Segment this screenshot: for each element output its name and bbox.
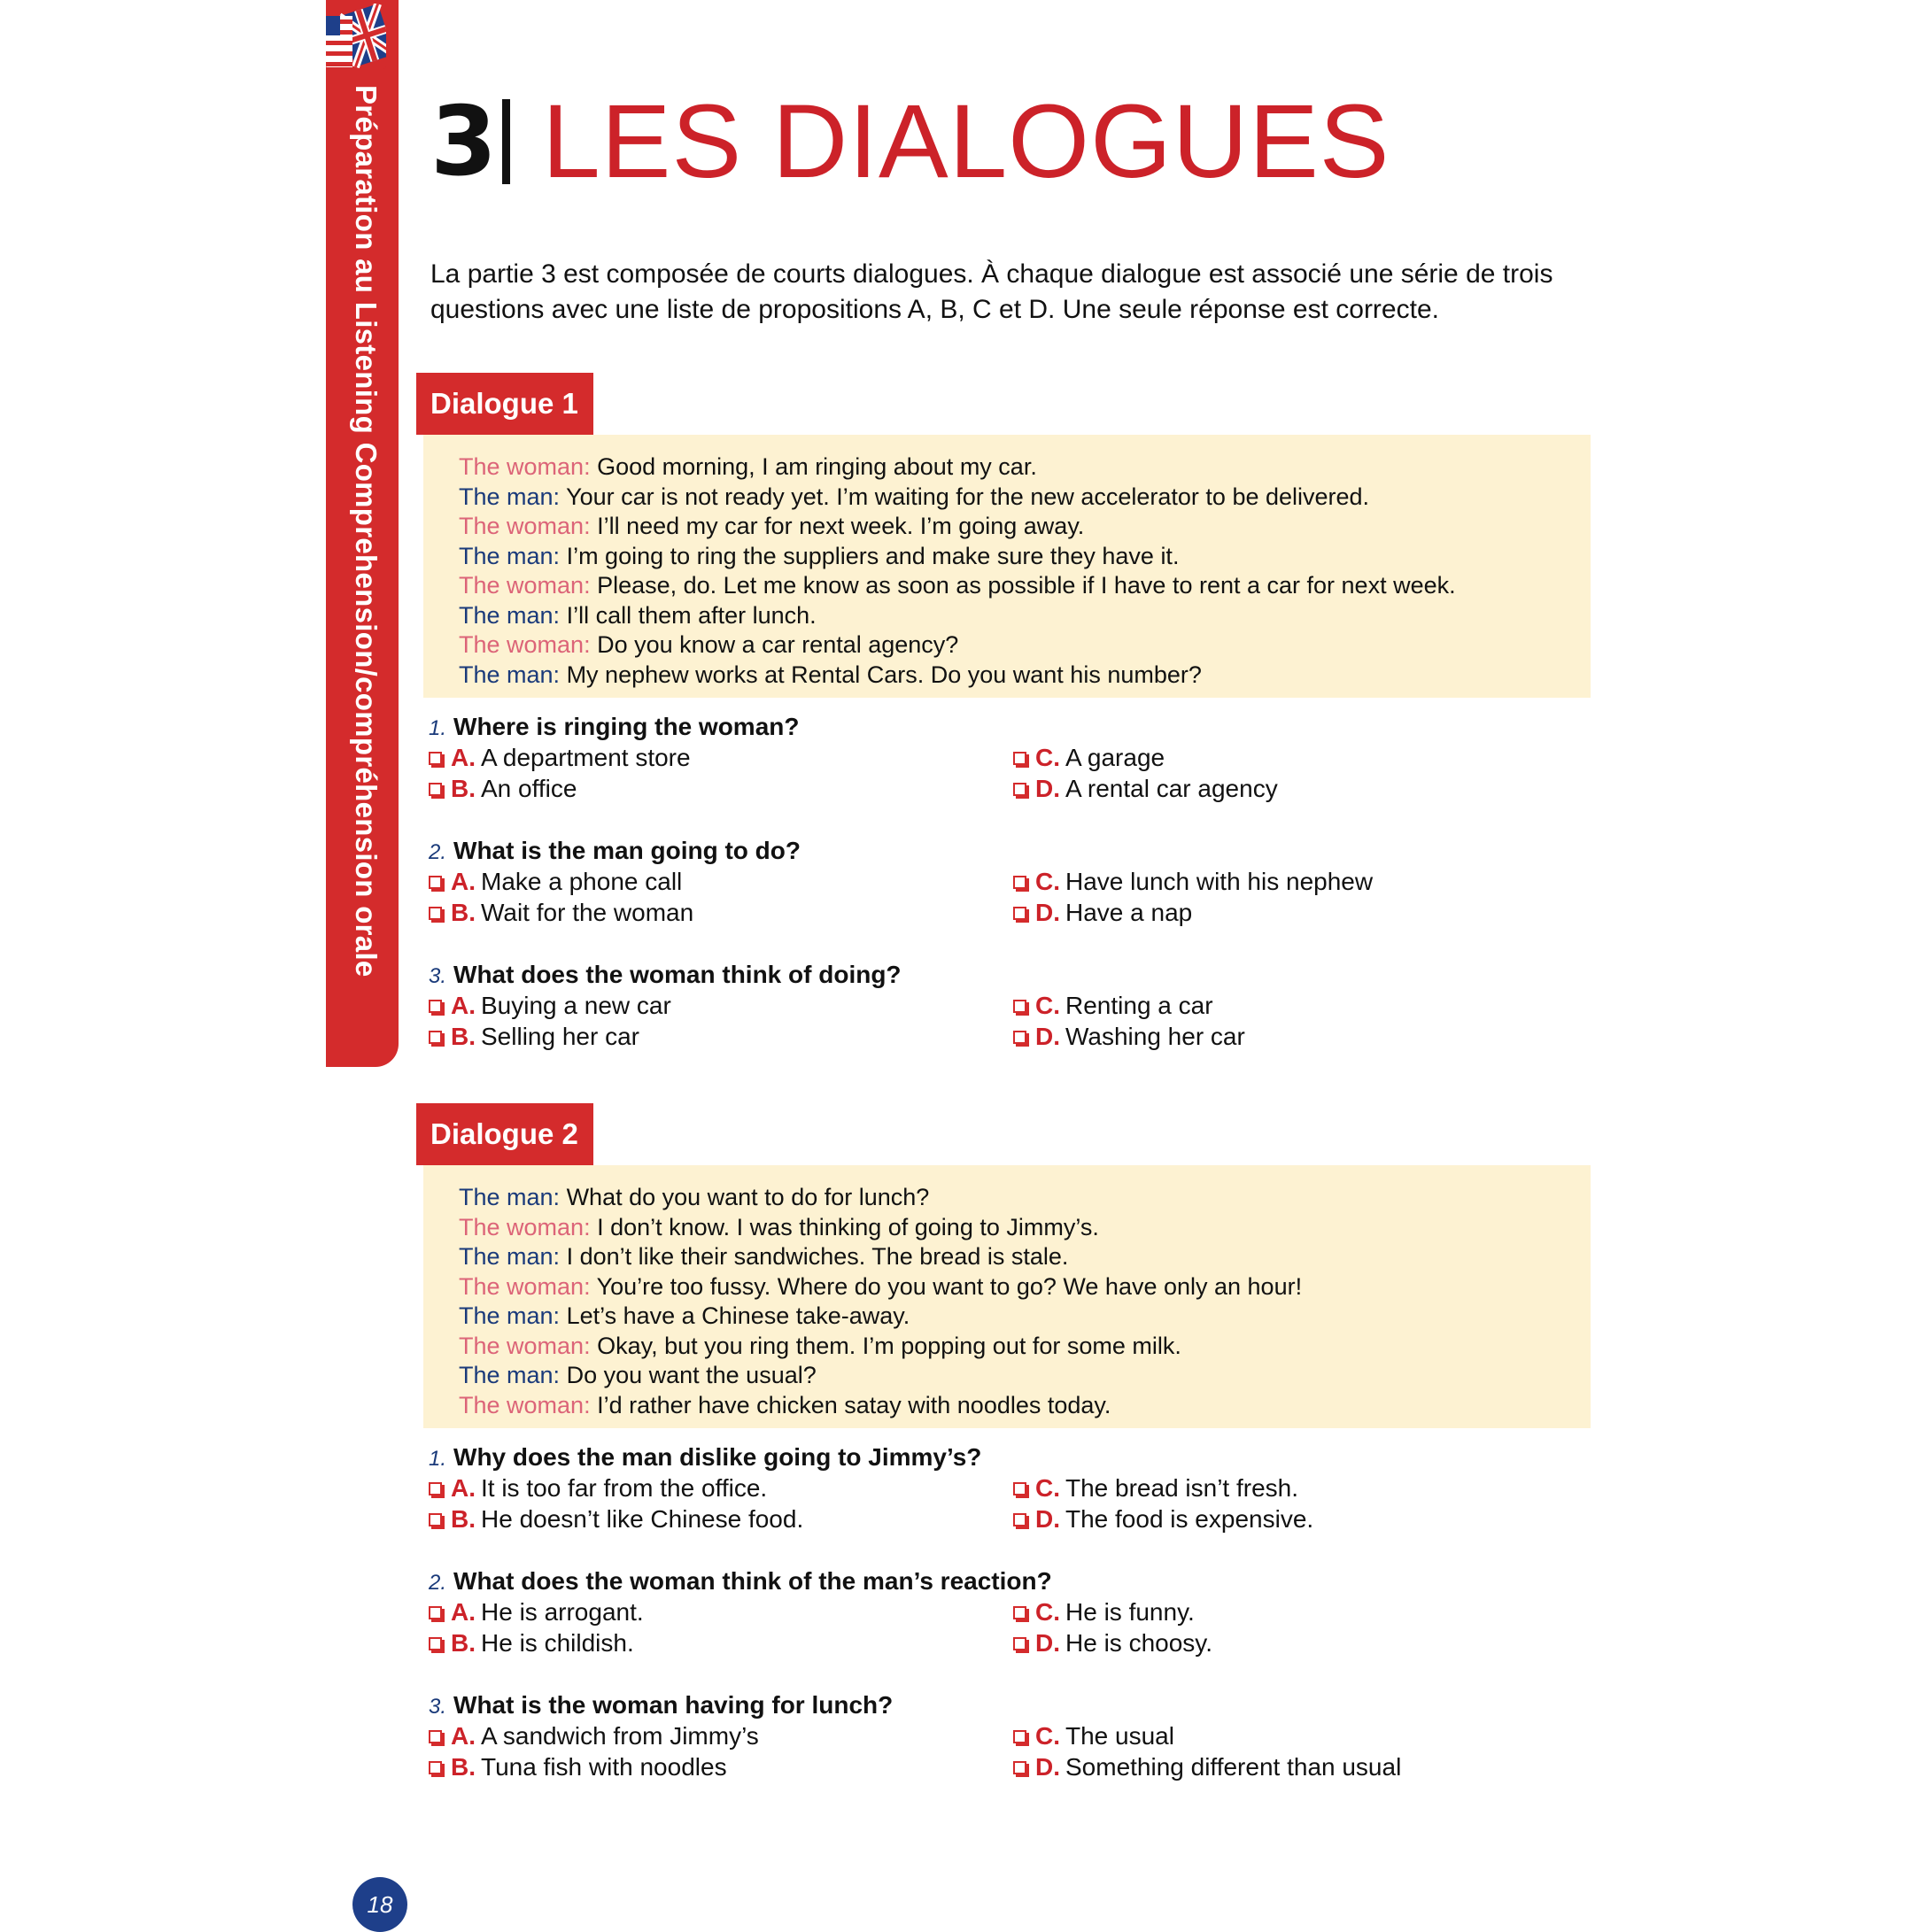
- section-title: LES DIALOGUES: [542, 83, 1390, 200]
- answer-option[interactable]: [1013, 990, 1213, 1021]
- question: [429, 1565, 1580, 1658]
- answer-option[interactable]: [1013, 1751, 1401, 1782]
- checkbox-icon[interactable]: [429, 1031, 442, 1044]
- dialogue-line: [459, 1361, 1591, 1391]
- checkbox-icon[interactable]: [1013, 1482, 1026, 1495]
- dialogue-text: I’d rather have chicken satay with noodles today.: [590, 1391, 1111, 1418]
- checkbox-icon[interactable]: [1013, 1606, 1026, 1619]
- dialogue-2-label: Dialogue 2: [416, 1103, 593, 1165]
- question-title: [429, 1689, 1580, 1720]
- intro-line: questions avec une liste de propositions A, B, C et D. Une seule réponse est correcte.: [430, 295, 1439, 324]
- option-letter: D.: [1035, 775, 1060, 802]
- option-text: The usual: [1065, 1722, 1174, 1750]
- dialogue-line: [459, 1272, 1591, 1302]
- speaker-label: The woman:: [459, 453, 591, 480]
- page-title: [430, 84, 1390, 199]
- option-text: Have lunch with his nephew: [1065, 868, 1374, 895]
- answer-option[interactable]: [429, 1720, 759, 1751]
- question: [429, 711, 1580, 804]
- answer-option[interactable]: [429, 1596, 644, 1627]
- question-title: [429, 711, 1580, 742]
- answer-option[interactable]: [429, 866, 682, 897]
- option-text: Wait for the woman: [481, 899, 694, 926]
- speaker-label: The man:: [459, 1362, 561, 1388]
- speaker-label: The man:: [459, 1184, 561, 1210]
- checkbox-icon[interactable]: [1013, 1637, 1026, 1650]
- option-text: A sandwich from Jimmy’s: [481, 1722, 759, 1750]
- dialogue-text: I don’t like their sandwiches. The bread is stale.: [560, 1243, 1069, 1270]
- option-letter: A.: [451, 1474, 476, 1502]
- question-number: 3.: [429, 1695, 447, 1719]
- checkbox-icon[interactable]: [429, 1606, 442, 1619]
- dialogue-line: [459, 1242, 1591, 1272]
- checkbox-icon[interactable]: [429, 783, 442, 796]
- dialogue-text: Do you want the usual?: [560, 1362, 817, 1388]
- speaker-label: The woman:: [459, 1391, 591, 1418]
- answer-option[interactable]: [429, 773, 577, 804]
- option-letter: A.: [451, 1598, 476, 1626]
- speaker-label: The woman:: [459, 572, 591, 599]
- answer-options: [429, 1472, 1580, 1534]
- answer-option[interactable]: [1013, 1021, 1245, 1052]
- speaker-label: The man:: [459, 1302, 561, 1329]
- checkbox-icon[interactable]: [1013, 752, 1026, 765]
- checkbox-icon[interactable]: [429, 1761, 442, 1774]
- speaker-label: The woman:: [459, 513, 591, 539]
- option-letter: C.: [1035, 1722, 1060, 1750]
- speaker-label: The man:: [459, 661, 561, 688]
- dialogue-text: Okay, but you ring them. I’m popping out for some milk.: [590, 1332, 1181, 1359]
- question-title: [429, 835, 1580, 866]
- page-number: 18: [352, 1877, 407, 1932]
- question-text: Where is ringing the woman?: [453, 713, 800, 740]
- option-text: Renting a car: [1065, 992, 1213, 1019]
- question-number: 2.: [429, 840, 447, 864]
- option-text: Make a phone call: [481, 868, 683, 895]
- dialogue-text: Do you know a car rental agency?: [590, 631, 959, 658]
- dialogue-text: I’m going to ring the suppliers and make sure they have it.: [560, 542, 1180, 569]
- answer-option[interactable]: [429, 1503, 803, 1534]
- dialogue-text: You’re too fussy. Where do you want to go? We have only an hour!: [590, 1272, 1303, 1300]
- checkbox-icon[interactable]: [429, 1730, 442, 1743]
- dialogue-line: [459, 661, 1591, 691]
- dialogue-line: [459, 1183, 1591, 1213]
- answer-option[interactable]: [429, 1751, 727, 1782]
- dialogue-text: I’ll need my car for next week. I’m going away.: [590, 513, 1085, 539]
- dialogue-1-label: Dialogue 1: [416, 373, 593, 435]
- checkbox-icon[interactable]: [1013, 876, 1026, 889]
- checkbox-icon[interactable]: [1013, 1730, 1026, 1743]
- dialogue-text: I’ll call them after lunch.: [560, 601, 817, 629]
- answer-option[interactable]: [1013, 1627, 1212, 1658]
- question-number: 1.: [429, 1447, 447, 1471]
- option-text: He is childish.: [481, 1629, 634, 1657]
- checkbox-icon[interactable]: [1013, 1031, 1026, 1044]
- answer-options: [429, 990, 1580, 1052]
- option-letter: A.: [451, 1722, 476, 1750]
- checkbox-icon[interactable]: [1013, 1513, 1026, 1526]
- answer-option[interactable]: [429, 1472, 767, 1503]
- answer-option[interactable]: [429, 990, 671, 1021]
- dialogue-line: [459, 542, 1591, 572]
- question-title: [429, 959, 1580, 990]
- answer-option[interactable]: [429, 1627, 634, 1658]
- checkbox-icon[interactable]: [1013, 907, 1026, 920]
- question-text: Why does the man dislike going to Jimmy’s?: [453, 1443, 982, 1471]
- question-title: [429, 1565, 1580, 1596]
- option-letter: B.: [451, 1505, 476, 1533]
- speaker-label: The man:: [459, 542, 561, 569]
- option-text: He is choosy.: [1065, 1629, 1212, 1657]
- checkbox-icon[interactable]: [1013, 1000, 1026, 1013]
- us-uk-flag-icon: [326, 4, 386, 69]
- checkbox-icon[interactable]: [429, 1637, 442, 1650]
- question: [429, 1689, 1580, 1782]
- answer-option[interactable]: [429, 1021, 639, 1052]
- answer-option[interactable]: [1013, 1596, 1195, 1627]
- checkbox-icon[interactable]: [429, 1513, 442, 1526]
- option-text: Tuna fish with noodles: [481, 1753, 727, 1781]
- question-text: What does the woman think of the man’s reaction?: [453, 1567, 1052, 1595]
- speaker-label: The woman:: [459, 1213, 591, 1240]
- answer-options: [429, 742, 1580, 804]
- checkbox-icon[interactable]: [429, 907, 442, 920]
- checkbox-icon[interactable]: [1013, 783, 1026, 796]
- option-letter: A.: [451, 868, 476, 895]
- question-title: [429, 1441, 1580, 1472]
- answer-option[interactable]: [1013, 773, 1278, 804]
- option-text: Washing her car: [1065, 1023, 1245, 1050]
- option-letter: D.: [1035, 1023, 1060, 1050]
- speaker-label: The man:: [459, 483, 561, 510]
- intro-line: La partie 3 est composée de courts dialogues. À chaque dialogue est associé une série de trois: [430, 259, 1553, 289]
- dialogue-text: I don’t know. I was thinking of going to Jimmy’s.: [590, 1213, 1099, 1240]
- option-letter: D.: [1035, 1629, 1060, 1657]
- dialogue-text: Your car is not ready yet. I’m waiting for the new accelerator to be delivered.: [560, 483, 1370, 510]
- option-letter: B.: [451, 899, 476, 926]
- option-letter: C.: [1035, 744, 1060, 771]
- dialogue-line: [459, 1391, 1591, 1421]
- option-letter: A.: [451, 992, 476, 1019]
- option-letter: C.: [1035, 868, 1060, 895]
- dialogue-line: [459, 1302, 1591, 1332]
- dialogue-line: [459, 1332, 1591, 1362]
- dialogue-1-transcript: [423, 435, 1591, 698]
- option-text: The bread isn’t fresh.: [1065, 1474, 1299, 1502]
- option-letter: D.: [1035, 1505, 1060, 1533]
- answer-option[interactable]: [1013, 866, 1373, 897]
- option-letter: B.: [451, 775, 476, 802]
- option-text: A rental car agency: [1065, 775, 1278, 802]
- question-text: What does the woman think of doing?: [453, 961, 902, 988]
- answer-option[interactable]: [1013, 1720, 1174, 1751]
- answer-option[interactable]: [429, 742, 691, 773]
- speaker-label: The woman:: [459, 1272, 591, 1300]
- dialogue-line: [459, 630, 1591, 661]
- speaker-label: The man:: [459, 1243, 561, 1270]
- option-text: He is funny.: [1065, 1598, 1195, 1626]
- intro-paragraph: [430, 257, 1599, 328]
- checkbox-icon[interactable]: [429, 1000, 442, 1013]
- speaker-label: The woman:: [459, 631, 591, 658]
- option-letter: B.: [451, 1629, 476, 1657]
- dialogue-text: Let’s have a Chinese take-away.: [560, 1302, 910, 1329]
- question: [429, 835, 1580, 928]
- option-letter: D.: [1035, 1753, 1060, 1781]
- option-letter: A.: [451, 744, 476, 771]
- option-text: Something different than usual: [1065, 1753, 1402, 1781]
- question-text: What is the man going to do?: [453, 837, 801, 864]
- dialogue-text: My nephew works at Rental Cars. Do you want his number?: [560, 661, 1202, 688]
- speaker-label: The woman:: [459, 1332, 591, 1359]
- dialogue-line: [459, 452, 1591, 483]
- question-number: 1.: [429, 716, 447, 740]
- option-letter: C.: [1035, 1598, 1060, 1626]
- checkbox-icon[interactable]: [429, 876, 442, 889]
- dialogue-line: [459, 571, 1591, 601]
- dialogue-text: Please, do. Let me know as soon as possible if I have to rent a car for next week.: [590, 572, 1456, 599]
- option-text: A department store: [481, 744, 691, 771]
- option-letter: B.: [451, 1023, 476, 1050]
- dialogue-text: Good morning, I am ringing about my car.: [590, 453, 1037, 480]
- option-letter: C.: [1035, 992, 1060, 1019]
- option-letter: D.: [1035, 899, 1060, 926]
- speaker-label: The man:: [459, 601, 561, 629]
- option-letter: C.: [1035, 1474, 1060, 1502]
- checkbox-icon[interactable]: [1013, 1761, 1026, 1774]
- sidebar-section-title: Préparation au Listening Comprehension/compréhension orale: [350, 85, 383, 978]
- answer-option[interactable]: [1013, 1503, 1313, 1534]
- option-letter: B.: [451, 1753, 476, 1781]
- section-number: 3: [430, 86, 494, 197]
- option-text: He is arrogant.: [481, 1598, 644, 1626]
- option-text: Buying a new car: [481, 992, 671, 1019]
- option-text: It is too far from the office.: [481, 1474, 768, 1502]
- option-text: Selling her car: [481, 1023, 639, 1050]
- option-text: A garage: [1065, 744, 1165, 771]
- dialogue-text: What do you want to do for lunch?: [560, 1184, 930, 1210]
- checkbox-icon[interactable]: [429, 1482, 442, 1495]
- question: [429, 1441, 1580, 1534]
- dialogue-line: [459, 512, 1591, 542]
- answer-option[interactable]: [1013, 1472, 1298, 1503]
- option-text: He doesn’t like Chinese food.: [481, 1505, 804, 1533]
- dialogue-2-transcript: [423, 1165, 1591, 1428]
- dialogue-line: [459, 1213, 1591, 1243]
- option-text: An office: [481, 775, 577, 802]
- question-number: 2.: [429, 1571, 447, 1595]
- title-divider: [502, 99, 510, 184]
- answer-options: [429, 1720, 1580, 1782]
- option-text: The food is expensive.: [1065, 1505, 1314, 1533]
- answer-option[interactable]: [1013, 897, 1192, 928]
- answer-options: [429, 1596, 1580, 1658]
- dialogue-line: [459, 483, 1591, 513]
- answer-options: [429, 866, 1580, 928]
- answer-option[interactable]: [1013, 742, 1165, 773]
- checkbox-icon[interactable]: [429, 752, 442, 765]
- dialogue-line: [459, 601, 1591, 631]
- question: [429, 959, 1580, 1052]
- answer-option[interactable]: [429, 897, 693, 928]
- option-text: Have a nap: [1065, 899, 1193, 926]
- question-number: 3.: [429, 964, 447, 988]
- question-text: What is the woman having for lunch?: [453, 1691, 894, 1719]
